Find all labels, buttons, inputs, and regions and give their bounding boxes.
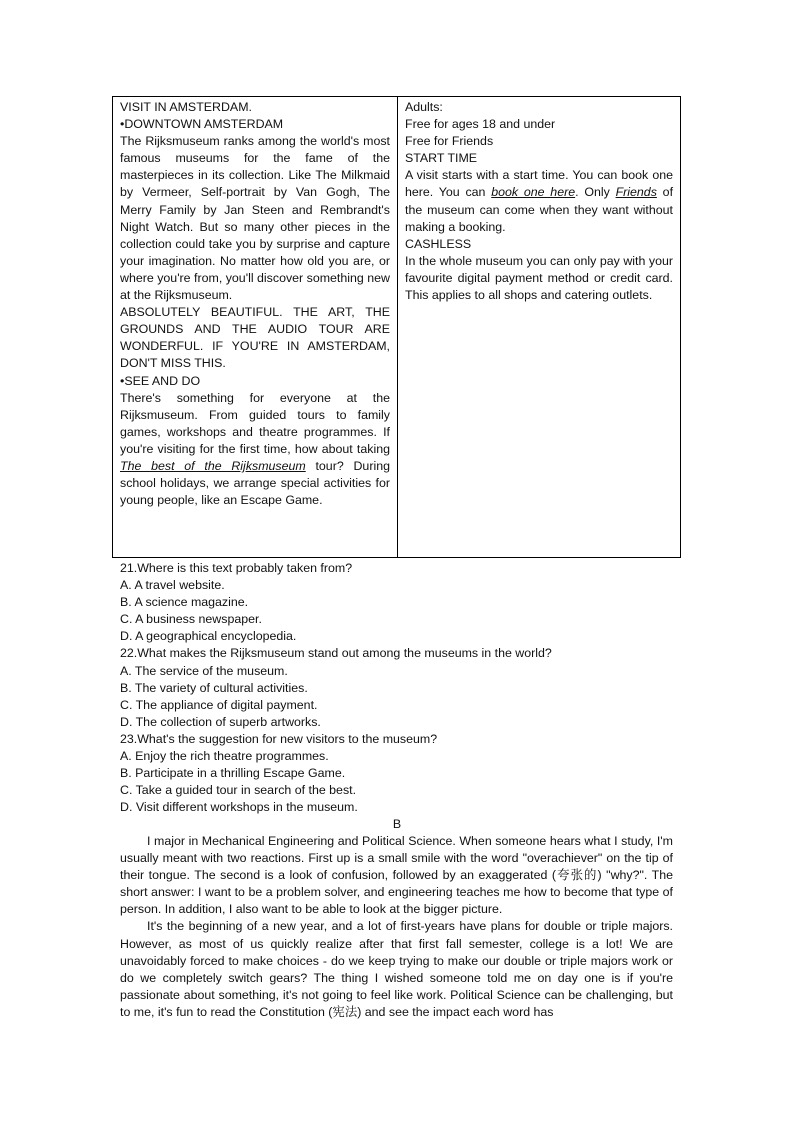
heading-visit: VISIT IN AMSTERDAM. <box>120 100 252 114</box>
heading-cashless: CASHLESS <box>405 236 472 251</box>
table-left-cell <box>113 97 398 557</box>
option-23-b: B. Participate in a thrilling Escape Game. <box>120 766 346 781</box>
heading-see-and-do: •SEE AND DO <box>120 373 201 388</box>
option-21-c: C. A business newspaper. <box>120 612 262 627</box>
best-of-tour-link[interactable]: The best of the Rijksmuseum <box>120 458 306 473</box>
option-22-d: D. The collection of superb artworks. <box>120 714 321 729</box>
questions-block <box>120 560 680 816</box>
start-text-mid: . Only <box>575 185 616 200</box>
option-23-a: A. Enjoy the rich theatre programmes. <box>120 749 329 764</box>
table-right-cell <box>398 97 680 557</box>
free-friends-line: Free for Friends <box>405 134 494 149</box>
article-paragraph-2: It's the beginning of a new year, and a lot of first-years have plans for double or triple majors. However, as most of us quickly realize after that first fall semester, college is a lot! We are unavoidably forced to make choices - do we keep trying to make our double or triple majors work or do we completely switch gears? The thing I wished someone told me on day one is if you're passionate about something, it's not going to feel like work. Political Science can be challenging, but to me, it's fun to read the Constitution (宪法) and see the impact each word has <box>120 919 673 1019</box>
question-22: 22.What makes the Rijksmuseum stand out among the museums in the world? <box>120 646 552 661</box>
article-b <box>120 833 673 1021</box>
free-ages-line: Free for ages 18 and under <box>405 117 556 132</box>
heading-start-time: START TIME <box>405 151 478 166</box>
paragraph-see-and-do <box>120 390 390 510</box>
section-label: B <box>392 817 402 831</box>
start-text-pre: A visit starts with a start time. You can book one here. You can <box>405 168 673 200</box>
book-here-link[interactable]: book one here <box>491 185 576 200</box>
option-22-b: B. The variety of cultural activities. <box>120 680 308 695</box>
paragraph-cashless: In the whole museum you can only pay with your favourite digital payment method or credit card. This applies to all shops and catering outlets. <box>405 253 673 303</box>
article-paragraph-1: I major in Mechanical Engineering and Political Science. When someone hears what I study, I'm usually meant with two reactions. First up is a small smile with the word "overachiever" on the tip of their tongue. The second is a look of confusion, followed by an exaggerated (夸张的) "why?". The short answer: I want to be a problem solver, and engineering teaches me how to become that type of person. In addition, I also want to be able to look at the bigger picture. <box>120 834 673 917</box>
heading-downtown: •DOWNTOWN AMSTERDAM <box>120 117 284 132</box>
paragraph-review: ABSOLUTELY BEAUTIFUL. THE ART, THE GROUNDS AND THE AUDIO TOUR ARE WONDERFUL. IF YOU'RE IN AMSTERDAM, DON'T MISS THIS. <box>120 305 390 371</box>
question-21: 21.Where is this text probably taken from? <box>120 561 353 575</box>
question-23: 23.What's the suggestion for new visitors to the museum? <box>120 731 438 746</box>
option-21-b: B. A science magazine. <box>120 595 249 610</box>
adults-label: Adults: <box>405 100 443 114</box>
option-23-c: C. Take a guided tour in search of the best. <box>120 783 357 798</box>
option-22-c: C. The appliance of digital payment. <box>120 697 318 712</box>
info-table <box>112 96 681 558</box>
paragraph-start-time <box>405 167 673 235</box>
start-text-post: of the museum can come when they want without making a booking. <box>405 185 674 234</box>
friends-link[interactable]: Friends <box>615 185 657 200</box>
option-21-a: A. A travel website. <box>120 578 225 593</box>
option-21-d: D. A geographical encyclopedia. <box>120 629 297 644</box>
paragraph-intro: The Rijksmuseum ranks among the world's most famous museums for the fame of the masterpieces in its collection. Like The Milkmaid by Vermeer, Self-portrait by Van Gogh, The Merry Family by Jan Steen and Rembrandt's Night Watch. But so many other pieces in the collection could take you by surprise and capture your imagination. No matter how old you are, or where you're from, you'll discover something new at the Rijksmuseum. <box>120 134 390 303</box>
option-23-d: D. Visit different workshops in the museum. <box>120 800 358 815</box>
see-do-text-post: tour? During school holidays, we arrange special activities for young people, like an Escape Game. <box>120 458 390 508</box>
see-do-text-pre: There's something for everyone at the Rijksmuseum. From guided tours to family games, workshops and theatre programmes. If you're visiting for the first time, how about taking <box>120 390 390 456</box>
option-22-a: A. The service of the museum. <box>120 663 288 678</box>
